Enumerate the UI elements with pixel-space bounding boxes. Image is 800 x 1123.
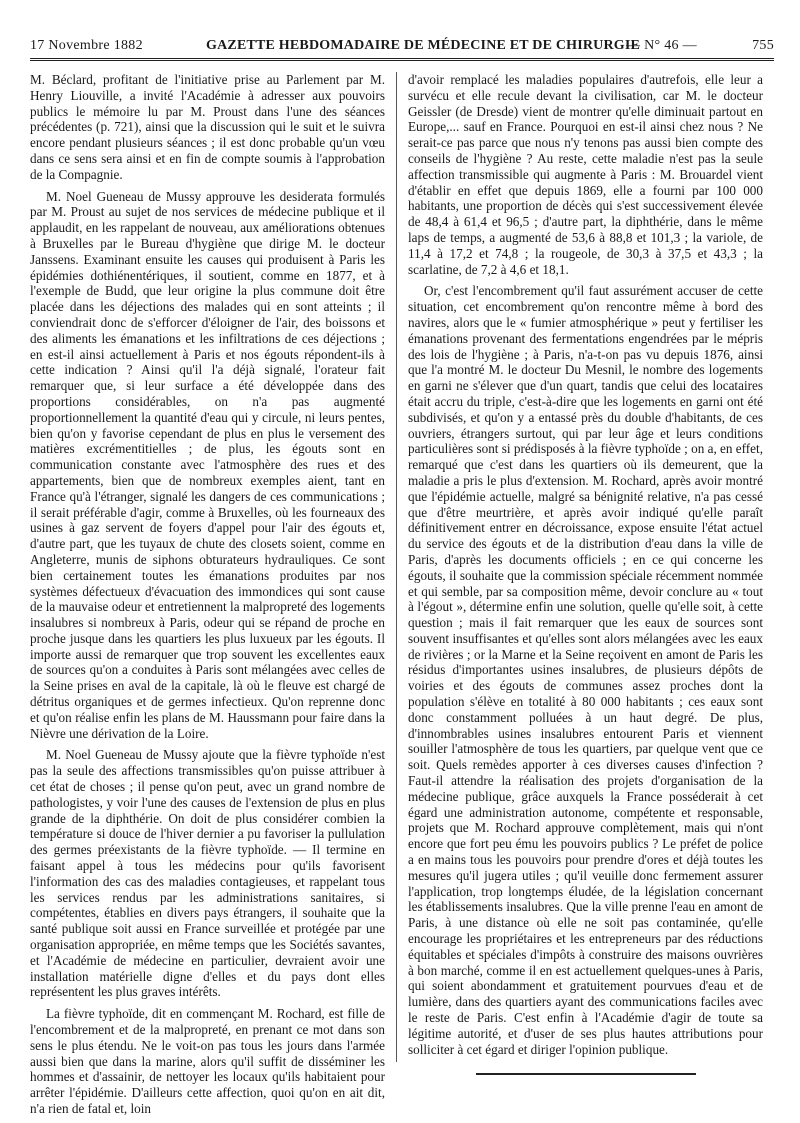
issue-number: — N° 46 — [626,38,697,53]
paragraph-gueneau-de-mussy-continued: M. Noel Gueneau de Mussy ajoute que la fièvre typhoïde n'est pas la seule des affections transmissibles qu'on puisse attribuer à cet état de choses ; il pense qu'on peut, avec un grand nombre de pathologistes, y voir l'une des causes de l'extension de plus en plus grande de la diphthérie. On doit de plus considérer combien la température si douce de l'hiver dernier a pu favoriser la pullulation des germes préexistants de la fièvre typhoïde. — Il termine en faisant appel à tous les médecins pour qu'ils favorisent l'information des cas des maladies contagieuses, et rappelant tous les services rendus par les administrations sanitaires, si compétentes, établies en divers pays étrangers, il souhaite que la santé publique soit aussi en France surveillée et protégée par une organisation appropriée, en même temps que les Sociétés savantes, et l'Académie de médecine en particulier, devraient avoir une installation matérielle digne d'elles et du pays dont elles représentent les plus graves intérêts. [30,747,385,1000]
header-rule [30,58,774,61]
issue-date: 17 Novembre 1882 [30,38,143,53]
section-end-rule [476,1073,696,1075]
paragraph-rochard-intro: La fièvre typhoïde, dit en commençant M. Rochard, est fille de l'encombrement et de la malpropreté, en prenant ce mot dans son sens le plus étendu. Ne le voit-on pas tous les jours dans l'armée aussi bien que dans la marine, alors qu'il suffit de disséminer les hommes et d'assainir, de nettoyer les locaux qu'ils habitaient pour arrêter l'épidémie. D'ailleurs cette affection, quoi qu'on en ait dit, n'a rien de fatal et, loin [30,1006,385,1116]
column-divider [396,72,397,1062]
page-number: 755 [752,38,774,53]
paragraph-rochard-encombrement: Or, c'est l'encombrement qu'il faut assurément accuser de cette situation, cet encombrement qu'on rencontre même à bord des navires, alors que le « fumier atmosphérique » peut y fertiliser les émanations provenant des fermentations engendrées par le mépris des lois de l'hygiène ; à Paris, n'a-t-on pas vu depuis 1876, ainsi que l'a montré M. le docteur Du Mesnil, le nombre des logements en garni ne s'élever que d'un quart, tandis que celui des locataires était accru du triple, c'est-à-dire que les logements en garni ont été subdivisés, et qu'on y a entassé près du double d'habitants, de ces ouvriers, étrangers surtout, qui par leur âge et leurs conditions particulières sont si prédisposés à la fièvre typhoïde ; on a, en effet, remarqué que c'est dans les quartiers où ils demeurent, que la maladie a pris le plus d'extension. M. Rochard, après avoir montré que l'épidémie actuelle, malgré sa bénignité relative, n'a pas cessé que d'être meurtrière, et après avoir indiqué qu'elle paraît définitivement entrer en décroissance, expose ensuite l'état actuel du service des égouts et de la distribution d'eau dans la ville de Paris, d'après les documents officiels ; en ce qui concerne les égouts, il souhaite que la commission spéciale récemment nommée et qui semble, par sa composition même, devoir conclure au « tout à l'égout », détermine enfin une solution, quelle qu'elle soit, à cette question ; mais il fait remarquer que les eaux de sources sont souvent insuffisantes et qu'elles sont alors mélangées avec les eaux de rivières ; or la Marne et la Seine reçoivent en amont de Paris les résidus d'importantes usines insalubres, de plusieurs dépôts de voiries et des égouts de communes assez proches dont la population s'élève en totalité à 80 000 habitants ; ces eaux sont donc constamment polluées à un haut degré. De plus, d'innombrables usines insalubres entourent Paris et viennent souiller l'atmosphère de tous les quartiers, par quelque vent que ce soit. Quels remèdes apporter à ces diverses causes d'infection ? Faut-il attendre la réalisation des projets d'organisation de la médecine publique, grâce auxquels la France posséderait à cet égard une administration autonome, compétente et responsable, projets que M. Rochard approuve complètement, mais qui n'ont encore que fort peu ému les pouvoirs publics ? Le préfet de police a en mains tous les pouvoirs pour prendre d'ores et déjà toutes les mesures qu'il jugera utiles ; qu'il veuille donc fermement assurer l'application, trop longtemps éludée, de la législation concernant les établissements insalubres. Que la ville prenne l'eau en amont de Paris, à une distance où elle ne soit pas contaminée, qu'elle encourage les propriétaires et les entrepreneurs par des réductions équitables et spéciales d'impôts à construire des maisons ouvrières à bon marché, comme il en est actuellement quelques-unes à Paris, qui soient abondamment et gratuitement pourvues d'eau et de lumière, dans des quartiers ayant des communications faciles avec le reste de Paris. C'est enfin à l'Académie d'agir de toute sa légitime autorité, et d'user de ses plus hautes attributions pour solliciter à cet égard et diriger l'opinion publique. [408,283,763,1057]
article-columns [30,72,774,1116]
journal-page [30,38,774,1116]
right-column [408,72,763,1075]
paragraph-gueneau-de-mussy: M. Noel Gueneau de Mussy approuve les desiderata formulés par M. Proust au sujet de nos services de médecine publique et il applaudit, en les rappelant de nouveau, aux améliorations obtenues à Bruxelles par le Bureau d'hygiène que dirige M. le docteur Janssens. Examinant ensuite les causes qui produisent à Paris les épidémies dothiénentériques, il soutient, comme en 1877, et à l'exemple de Budd, que leur origine la plus commune doit être placée dans les déjections des malades qui en sont atteints ; il conviendrait donc de s'efforcer d'éloigner de l'air, des boissons et des aliments les émanations et les infiltrations de ces déjections ; en est-il ainsi actuellement à Paris et nos égouts répondent-ils à cette indication ? Ainsi qu'il l'a déjà signalé, l'orateur fait remarquer que, si leur surface a été développée dans des proportions considérables, on n'a pas augmenté proportionnellement la quantité d'eau qui y circule, ni leurs pentes, bien qu'on y favorise cependant de plus en plus le versement des matières excrémentitielles ; de plus, les égouts sont en communication constante avec l'atmosphère des rues et des appartements, bien que de nombreux exemples aient, tant en France qu'à l'étranger, signalé les dangers de ces communications ; il serait préférable d'agir, comme à Bruxelles, où les fourneaux des usines à gaz servent de foyers d'appel pour l'air des égouts et, d'autre part, que les tuyaux de chute des closets soient, comme en Angleterre, munis de siphons obturateurs hydrauliques. Ce sont bien certainement toutes les émanations produites par nos systèmes défectueux d'évacuation des immondices qui sont cause de la mauvaise odeur et entretiennent la malpropreté des logements insalubres si nombreux à Paris, odeur qui se répand de proche en proche jusque dans les quartiers les plus luxueux par les égouts. Il importe aussi de remarquer que trop souvent les excellentes eaux de sources qu'on a conduites à Paris sont mélangées avec celles de la Seine prises en aval de la capitale, là où le fleuve est chargé de détritus organiques et de germes infectieux. Qu'on reprenne donc et qu'on réalise enfin les plans de M. Haussmann pour faire dans la Nièvre une dérivation de la Loire. [30,188,385,741]
left-column [30,72,385,1123]
running-header [30,38,774,60]
paragraph-beclard: M. Béclard, profitant de l'initiative prise au Parlement par M. Henry Liouville, a invité l'Académie à adresser aux pouvoirs publics le mémoire lu par M. Proust dans l'une des séances précédentes (p. 721), ainsi que la discussion qui le suit et le suivra encore pendant plusieurs séances ; il est donc probable qu'un vœu dans ce sens sera ainsi et en fin de compte soumis à l'approbation de la Compagnie. [30,72,385,182]
journal-title: GAZETTE HEBDOMADAIRE DE MÉDECINE ET DE CHIRURGIE [206,38,641,53]
paragraph-rochard-statistics: d'avoir remplacé les maladies populaires d'autrefois, elle leur a survécu et elle recule devant la civilisation, car M. le docteur Geissler (de Dresde) vient de montrer qu'elle diminuait partout en Europe,... sauf en France. Pourquoi en est-il ainsi chez nous ? Ne serait-ce pas parce que nous n'y tenons pas aussi bien compte des conseils de l'hygiène ? Au reste, cette maladie n'est pas la seule affection transmissible qui augmente à Paris : M. Brouardel vient d'établir en effet que depuis 1869, elle a fourni par 100 000 habitants, une proportion de décès qui s'est successivement élevée de 48,4 à 61,4 et 96,5 ; d'autre part, la diphthérie, dans le même laps de temps, a augmenté de 53,6 à 88,8 et 101,3 ; la variole, de 11,4 à 17,2 et 74,8 ; la rougeole, de 30,3 à 37,5 et 43,3 ; la scarlatine, de 7,2 à 4,6 et 18,1. [408,72,763,277]
